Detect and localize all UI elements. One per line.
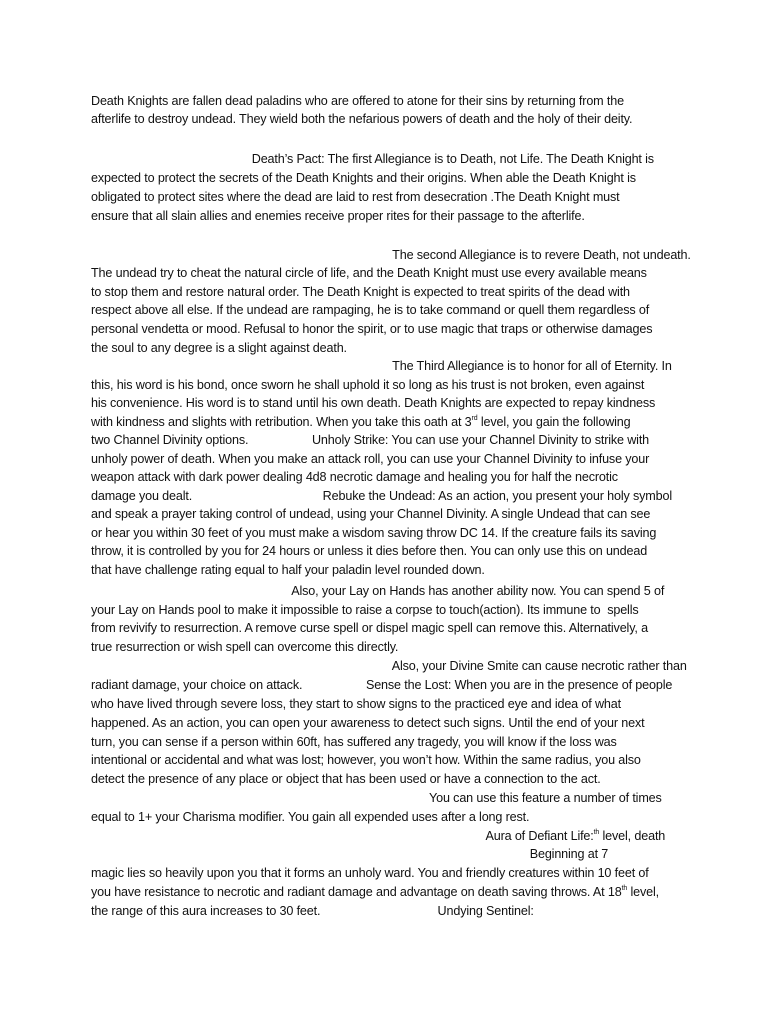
document-line: obligated to protect sites where the dead are laid to rest from desecration .The Death Knight must: [91, 190, 620, 204]
document-line: Also, your Lay on Hands has another ability now. You can spend 5 of: [91, 584, 665, 598]
document-line: Beginning at 7: [91, 847, 609, 861]
document-line: ensure that all slain allies and enemies receive proper rites for their passage to the afterlife.: [91, 209, 585, 223]
document-line: personal vendetta or mood. Refusal to honor the spirit, or to use magic that traps or otherwise damages: [91, 322, 653, 336]
document-line: true resurrection or wish spell can overcome this directly.: [91, 640, 399, 654]
document-line: that have challenge rating equal to half your paladin level rounded down.: [91, 563, 485, 577]
document-line: happened. As an action, you can open your awareness to detect such signs. Until the end of your next: [91, 716, 645, 730]
document-line: Aura of Defiant Life:$^{th}$ level, death: [91, 829, 666, 843]
document-line: his convenience. His word is to stand until his own death. Death Knights are expected to repay kindness: [91, 396, 656, 410]
superscript-ordinal: rd: [471, 415, 478, 422]
document-line: magic lies so heavily upon you that it forms an unholy ward. You and friendly creatures within 10 feet of: [91, 866, 649, 880]
document-line: You can use this feature a number of times: [91, 791, 662, 805]
document-line: you have resistance to necrotic and radiant damage and advantage on death saving throws. At 18th level,: [91, 885, 659, 899]
document-line: intentional or accidental and what was lost; however, you won’t how. Within the same radius, you also: [91, 753, 641, 767]
superscript-ordinal: th: [621, 885, 628, 892]
document-line: and speak a prayer taking control of undead, using your Channel Divinity. A single Undead that can see: [91, 507, 651, 521]
document-line: The second Allegiance is to revere Death, not undeath.: [91, 248, 691, 262]
document-line: to stop them and restore natural order. The Death Knight is expected to treat spirits of the dead with: [91, 285, 630, 299]
document-line: radiant damage, your choice on attack. Sense the Lost: When you are in the presence of people: [91, 678, 673, 692]
document-line: Also, your Divine Smite can cause necrotic rather than: [91, 659, 687, 673]
document-line: equal to 1+ your Charisma modifier. You gain all expended uses after a long rest.: [91, 810, 530, 824]
document-line: afterlife to destroy undead. They wield both the nefarious powers of death and the holy of their deity.: [91, 112, 633, 126]
document-line: weapon attack with dark power dealing 4d8 necrotic damage and healing you for half the necrotic: [91, 470, 618, 484]
document-line: your Lay on Hands pool to make it impossible to raise a corpse to touch(action). Its immune to spells: [91, 603, 639, 617]
superscript-ordinal: th: [593, 829, 600, 836]
document-line: the soul to any degree is a slight against death.: [91, 341, 347, 355]
document-line: The undead try to cheat the natural circle of life, and the Death Knight must use every available means: [91, 266, 647, 280]
document-line: damage you dealt. Rebuke the Undead: As an action, you present your holy symbol: [91, 489, 672, 503]
document-line: who have lived through severe loss, they start to show signs to the practiced eye and idea of what: [91, 697, 621, 711]
document-line: with kindness and slights with retribution. When you take this oath at 3rd level, you gain the following: [91, 415, 631, 429]
document-line: Death Knights are fallen dead paladins who are offered to atone for their sins by returning from the: [91, 94, 624, 108]
document-line: The Third Allegiance is to honor for all of Eternity. In: [91, 359, 672, 373]
document-line: or hear you within 30 feet of you must make a wisdom saving throw DC 14. If the creature fails its saving: [91, 526, 657, 540]
document-line: throw, it is controlled by you for 24 hours or unless it dies before then. You can only use this on undead: [91, 544, 648, 558]
document-line: two Channel Divinity options. Unholy Strike: You can use your Channel Divinity to strike with: [91, 433, 650, 447]
document-line: expected to protect the secrets of the Death Knights and their origins. When able the Death Knight is: [91, 171, 636, 185]
document-line: from revivify to resurrection. A remove curse spell or dispel magic spell can remove this. Alternatively, a: [91, 621, 648, 635]
document-line: detect the presence of any place or object that has been used or have a connection to the act.: [91, 772, 601, 786]
document-line: unholy power of death. When you make an attack roll, you can use your Channel Divinity to infuse your: [91, 452, 650, 466]
document-line: this, his word is his bond, once sworn he shall uphold it so long as his trust is not broken, even against: [91, 378, 645, 392]
document-line: turn, you can sense if a person within 60ft, has suffered any tragedy, you will know if the loss was: [91, 735, 617, 749]
document-line: the range of this aura increases to 30 feet. Undying Sentinel:: [91, 904, 534, 918]
document-line: Death’s Pact: The first Allegiance is to Death, not Life. The Death Knight is: [91, 152, 654, 166]
document-line: respect above all else. If the undead are rampaging, he is to take command or quell them regardless of: [91, 303, 650, 317]
